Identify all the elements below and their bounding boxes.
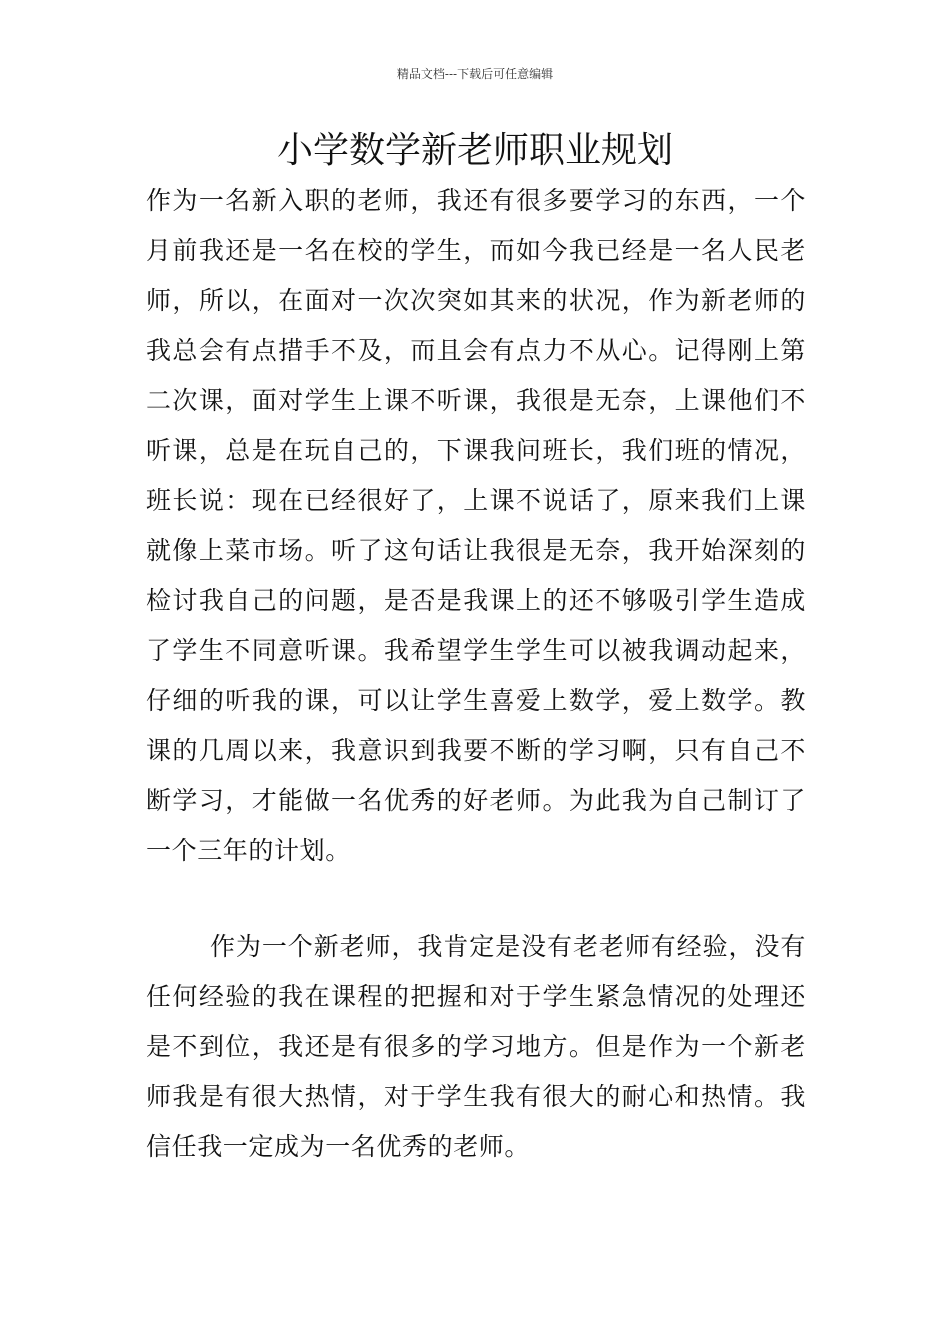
body-paragraph-2: 作为一个新老师，我肯定是没有老老师有经验，没有任何经验的我在课程的把握和对于学生紧急情况的处理还是不到位，我还是有很多的学习地方。但是作为一个新老师我是有很大热情，对于学生我有很大的耐心和热情。我信任我一定成为一名优秀的老师。 xyxy=(146,932,806,1161)
body-paragraph-1: 作为一名新入职的老师，我还有很多要学习的东西，一个月前我还是一名在校的学生，而如今我已经是一名人民老师，所以，在面对一次次突如其来的状况，作为新老师的我总会有点措手不及，而且会有点力不从心。记得刚上第二次课，面对学生上课不听课，我很是无奈，上课他们不听课，总是在玩自己的，下课我问班长，我们班的情况，班长说：现在已经很好了，上课不说话了，原来我们上课就像上菜市场。听了这句话让我很是无奈，我开始深刻的检讨我自己的问题，是否是我课上的还不够吸引学生造成了学生不同意听课。我希望学生学生可以被我调动起来，仔细的听我的课，可以让学生喜爱上数学，爱上数学。教课的几周以来，我意识到我要不断的学习啊，只有自己不断学习，才能做一名优秀的好老师。为此我为自己制订了一个三年的计划。 xyxy=(146,186,806,865)
document-title: 小学数学新老师职业规划 xyxy=(276,130,673,171)
header-note: 精品文档---下载后可任意编辑 xyxy=(396,67,554,81)
